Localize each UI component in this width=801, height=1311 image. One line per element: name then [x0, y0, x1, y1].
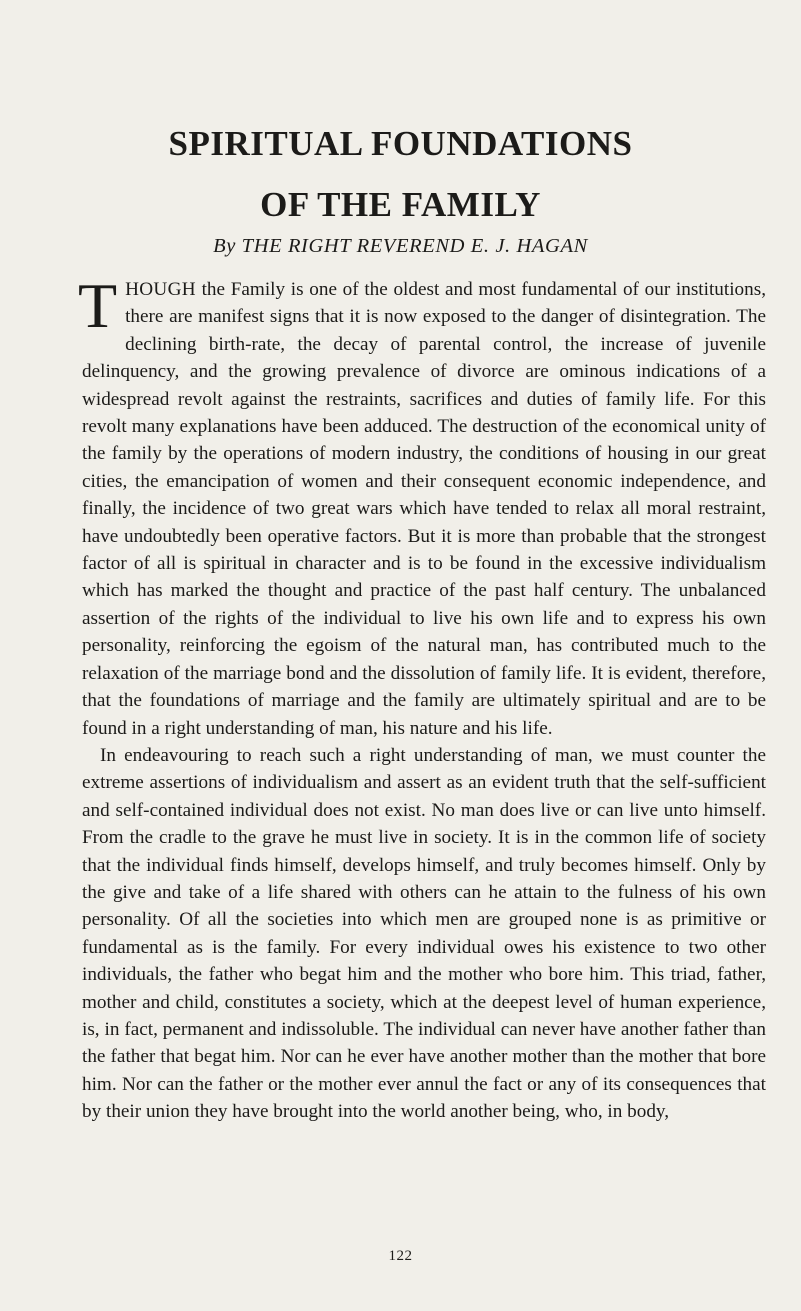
- paragraph-1-text: the Family is one of the oldest and most fundamental of our institutions, there are manifest signs that it is now exposed to the danger of disintegration. The declining birth-rate, the decay of parental control, the increase of juvenile delinquency, and the growing prevalence of divorce are ominous indications of a widespread revolt against the restraints, sacrifices and duties of family life. For this revolt many explanations have been adduced. The destruction of the economical unity of the family by the operations of modern industry, the conditions of housing in our great cities, the emancipation of women and their consequent economic independence, and finally, the incidence of two great wars which have tended to relax all moral restraint, have undoubtedly been operative factors. But it is more than probable that the strongest factor of all is spiritual in character and is to be found in the excessive individualism which has marked the thought and practice of the past half century. The unbalanced assertion of the rights of the individual to live his own life and to express his own personality, reinforcing the egoism of the natural man, has contributed much to the relaxation of the marriage bond and the dissolution of family life. It is evident, therefore, that the foundations of marriage and the family are ultimately spiritual and are to be found in a right understanding of man, his nature and his life.: [82, 279, 766, 739]
- article-byline: By THE RIGHT REVEREND E. J. HAGAN: [213, 235, 588, 257]
- paragraph-2: In endeavouring to reach such a right understanding of man, we must counter the extreme assertions of individualism and assert as an evident truth that the self-sufficient and self-contained individual does not exist. No man does live or can live unto himself. From the cradle to the grave he must live in society. It is in the common life of society that the individual finds himself, develops himself, and truly becomes himself. Only by the give and take of a life shared with others can he attain to the fulness of his own personality. Of all the societies into which men are grouped none is as primitive or fundamental as is the family. For every individual owes his existence to two other individuals, the father who begat him and the mother who bore him. This triad, father, mother and child, constitutes a society, which at the deepest level of human experience, is, in fact, permanent and indissoluble. The individual can never have another father than the father that begat him. Nor can he ever have another mother than the mother that bore him. Nor can the father or the mother ever annul the fact or any of its consequences that by their union they have brought into the world another being, who, in body,: [82, 744, 766, 1123]
- article-title-line-1: SPIRITUAL FOUNDATIONS: [168, 124, 633, 163]
- first-word-rest: HOUGH: [125, 279, 196, 300]
- article-title-line-2: OF THE FAMILY: [260, 185, 541, 224]
- drop-cap: T: [78, 270, 118, 341]
- page-number: 122: [388, 1248, 413, 1264]
- paragraph-1: [78, 270, 766, 742]
- article-body: [78, 270, 766, 1126]
